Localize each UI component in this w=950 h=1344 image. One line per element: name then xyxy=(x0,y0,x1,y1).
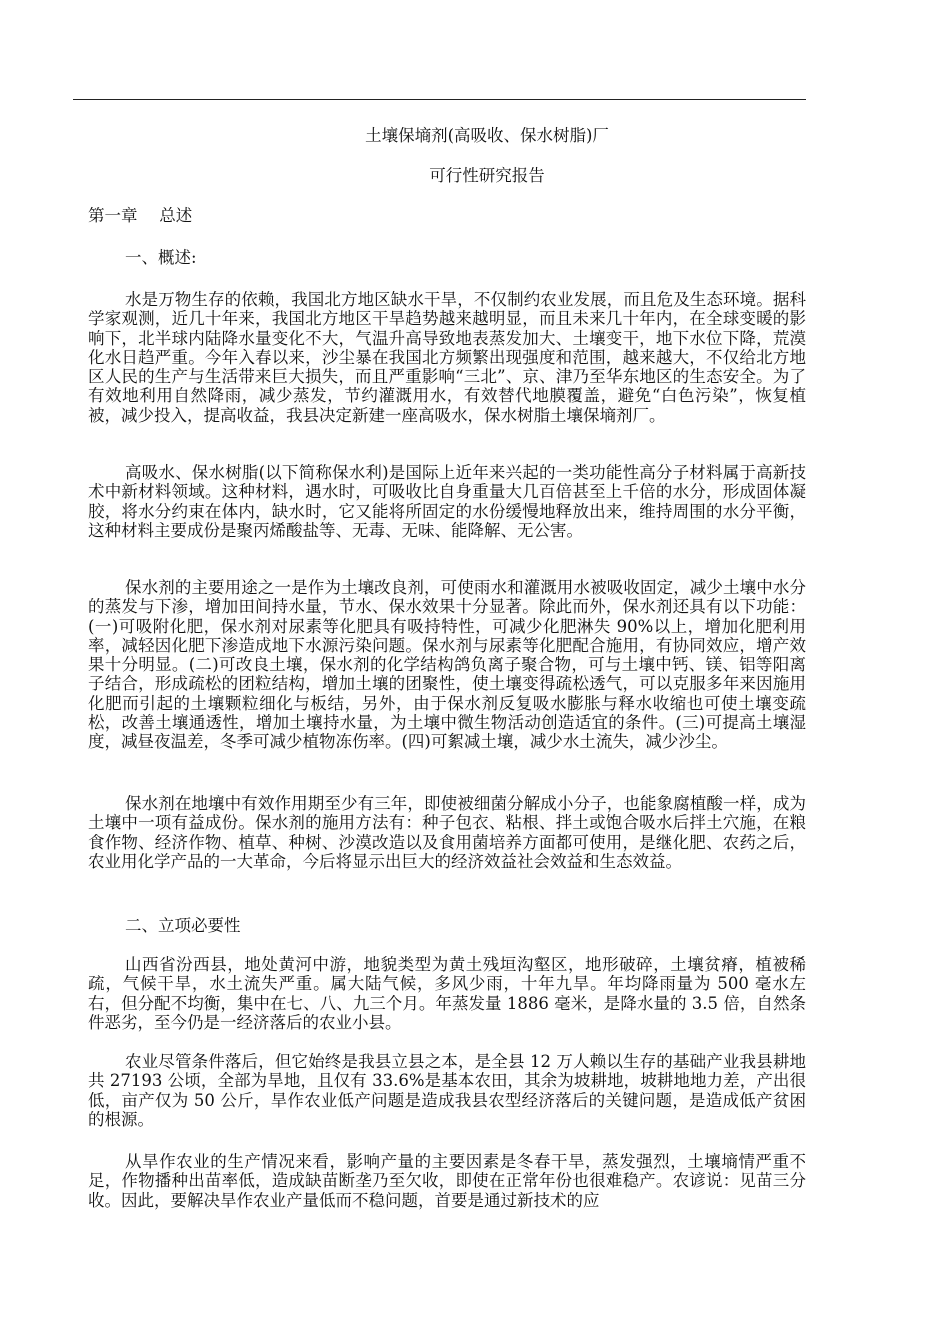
paragraph: 山西省汾西县，地处黄河中游，地貌类型为黄土残垣沟壑区，地形破碎，土壤贫瘠，植被稀疏，气候干旱，水土流失严重。属大陆气候，多风少雨，十年九旱。年均降雨量为 500 毫水左右，但分配不均衡，集中在七、八、九三个月。年蒸发量 1886 毫米，是降水量的 3.5 倍，自然条件恶劣，至今仍是一经济落后的农业小县。 xyxy=(88,955,806,1032)
document-title: 土壤保墒剂(高吸收、保水树脂)厂 xyxy=(365,126,609,145)
paragraph: 农业尽管条件落后，但它始终是我县立县之本，是全县 12 万人赖以生存的基础产业我县耕地共 27193 公顷，全部为旱地，且仅有 33.6%是基本农田，其余为坡耕地，坡耕地地力差，产出很低，亩产仅为 50 公斤，旱作农业低产问题是造成我县农型经济落后的关键问题，是造成低产贫困的根源。 xyxy=(88,1052,806,1129)
section-heading-overview: 一、概述: xyxy=(125,248,197,267)
paragraph: 高吸水、保水树脂(以下简称保水利)是国际上近年来兴起的一类功能性高分子材料属于高新技术中新材料领域。这种材料，遇水时，可吸收比自身重量大几百倍甚至上千倍的水分，形成固体凝胶，将水分约束在体内，缺水时，它又能将所固定的水份缓慢地释放出来，维持周围的水分平衡，这种材料主要成份是聚丙烯酸盐等、无毒、无味、能降解、无公害。 xyxy=(88,463,806,540)
paragraph: 水是万物生存的依赖，我国北方地区缺水干旱，不仅制约农业发展，而且危及生态环境。据科学家观测，近几十年来，我国北方地区干旱趋势越来越明显，而且未来几十年内，在全球变暖的影响下，北半球内陆降水量变化不大，气温升高导致地表蒸发加大、土壤变干，地下水位下降，荒漠化水日趋严重。今年入春以来，沙尘暴在我国北方频繁出现强度和范围，越来越大，不仅给北方地区人民的生产与生活带来巨大损失，而且严重影响“三北”、京、津乃至华东地区的生态安全。为了有效地利用自然降雨，减少蒸发，节约灌溉用水，有效替代地膜覆盖，避免“白色污染”，恢复植被，减少投入，提高收益，我县决定新建一座高吸水，保水树脂土壤保墒剂厂。 xyxy=(88,290,806,425)
chapter-heading: 第一章 总述 xyxy=(88,206,193,225)
paragraph: 保水剂在地壤中有效作用期至少有三年，即使被细菌分解成小分子，也能象腐植酸一样，成为土壤中一项有益成份。保水剂的施用方法有：种子包衣、粘根、拌土或饱合吸水后拌土穴施，在粮食作物、经济作物、植草、种树、沙漠改造以及食用菌培养方面都可使用，是继化肥、农药之后，农业用化学产品的一大革命，今后将显示出巨大的经济效益社会效益和生态效益。 xyxy=(88,794,806,871)
header-rule xyxy=(73,99,806,100)
paragraph: 从旱作农业的生产情况来看，影响产量的主要因素是冬春干旱，蒸发强烈，土壤墒情严重不足，作物播种出苗率低，造成缺苗断垄乃至欠收，即使在正常年份也很难稳产。农谚说：见苗三分收。因此，要解决旱作农业产量低而不稳问题，首要是通过新技术的应 xyxy=(88,1152,806,1210)
section-heading-necessity: 二、立项必要性 xyxy=(125,916,241,935)
paragraph: 保水剂的主要用途之一是作为土壤改良剂，可使雨水和灌溉用水被吸收固定，减少土壤中水分的蒸发与下渗，增加田间持水量，节水、保水效果十分显著。除此而外，保水剂还具有以下功能：(一)可吸附化肥，保水剂对尿素等化肥具有吸持特性，可减少化肥淋失 90%以上，增加化肥利用率，减轻因化肥下渗造成地下水源污染问题。保水剂与尿素等化肥配合施用，有协同效应，增产效果十分明显。(二)可改良土壤，保水剂的化学结构鸽负离子聚合物，可与土壤中钙、镁、铝等阳离子结合，形成疏松的团粒结构，增加土壤的团聚性，使土壤变得疏松透气，可以克服多年来因施用化肥而引起的土壤颗粒细化与板结，另外，由于保水剂反复吸水膨胀与释水收缩也可使土壤变疏松，改善土壤通透性，增加土壤持水量，为土壤中微生物活动创造适宜的条件。(三)可提高土壤湿度，减昼夜温差，冬季可减少植物冻伤率。(四)可絮减土壤，减少水土流失，减少沙尘。 xyxy=(88,578,806,752)
document-subtitle: 可行性研究报告 xyxy=(429,166,545,185)
